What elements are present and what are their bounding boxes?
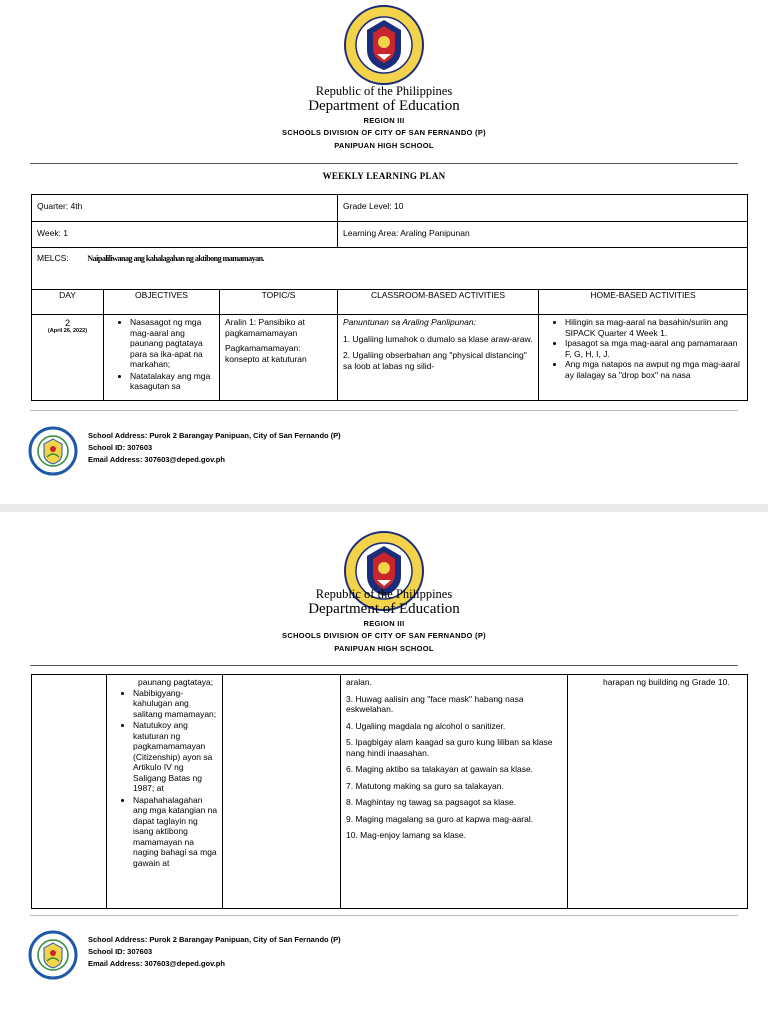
learning-area-cell: Learning Area: Araling Panipunan xyxy=(338,222,748,248)
classroom-item: 5. Ipagbigay alam kaagad sa guro kung liliban sa klase nang hindi inaasahan. xyxy=(346,737,553,758)
classroom-item: 1. Ugaliing lumahok o dumalo sa klase araw-araw. xyxy=(343,333,533,344)
school-footer xyxy=(28,930,728,990)
objective-continued: paunang pagtataya; xyxy=(138,677,214,687)
column-header-classroom: CLASSROOM-BASED ACTIVITIES xyxy=(338,290,539,315)
objective-item: • Nasasagot ng mga mag-aaral ang paunang pagtataya para sa ika-apat na markahan; xyxy=(130,317,215,370)
objective-item: • Natatalakay ang mga kasagutan sa xyxy=(130,371,215,392)
week-cell: Week: 1 xyxy=(32,222,338,248)
topic-title: Aralin 1: Pansibiko at pagkamamamayan xyxy=(225,317,305,338)
melcs-cell xyxy=(32,248,748,290)
day-number: 2 xyxy=(64,318,70,328)
column-header-day: DAY xyxy=(32,290,104,315)
school-email: Email Address: 307603@deped.gov.ph xyxy=(88,959,225,968)
school-address: School Address: Purok 2 Barangay Panipuan, City of San Fernando (P) xyxy=(88,431,341,440)
classroom-item: 9. Maging magalang sa guro at kapwa mag-aaral. xyxy=(346,813,534,824)
objectives-cell xyxy=(107,675,223,909)
home-item: • Ang mga natapos na awput ng mga mag-aaral ay ilalagay sa "drop box" na nasa xyxy=(565,359,743,380)
home-item: • Hilingin sa mag-aaral na basahin/suriin ang SIPACK Quarter 4 Week 1. xyxy=(565,317,743,338)
home-item: • Ipasagot sa mga mag-aaral ang pamamaraan F, G, H, I, J. xyxy=(565,338,743,359)
objectives-cell xyxy=(104,315,220,401)
objective-item: • Nabibigyang-kahulugan ang salitang mamamayan; xyxy=(133,688,218,720)
republic-heading: Republic of the Philippines xyxy=(315,587,453,601)
learning-plan-table xyxy=(31,194,748,401)
school-logo-icon xyxy=(28,930,78,980)
day-cell xyxy=(32,675,107,909)
school-id: School ID: 307603 xyxy=(88,443,153,452)
classroom-activities-cell xyxy=(338,315,539,401)
document-page-2 xyxy=(0,512,768,1024)
republic-heading: Republic of the Philippines xyxy=(315,84,453,98)
school-logo-icon xyxy=(28,426,78,476)
column-header-objectives: OBJECTIVES xyxy=(104,290,220,315)
topic-subtitle: Pagkamamamayan: konsepto at katuturan xyxy=(225,343,307,364)
classroom-item: 10. Mag-enjoy lamang sa klase. xyxy=(346,830,467,840)
classroom-item: 8. Maghintay ng tawag sa pagsagot sa klase. xyxy=(346,797,517,807)
region-label: REGION III xyxy=(363,116,405,125)
school-label: PANIPUAN HIGH SCHOOL xyxy=(334,141,434,150)
day-cell xyxy=(32,315,104,401)
classroom-activities-cell xyxy=(341,675,568,909)
grade-level-cell: Grade Level: 10 xyxy=(338,195,748,222)
school-label: PANIPUAN HIGH SCHOOL xyxy=(334,644,434,653)
home-activities-cell xyxy=(539,315,748,401)
topics-cell xyxy=(223,675,341,909)
classroom-continued: aralan. xyxy=(346,677,372,687)
quarter-cell: Quarter: 4th xyxy=(32,195,338,222)
school-footer xyxy=(28,426,728,486)
home-activities-cell xyxy=(568,675,748,909)
classroom-heading: Panuntunan sa Araling Panlipunan: xyxy=(343,317,476,327)
classroom-item: 3. Huwag aalisin ang "face mask" habang nasa eskwelahan. xyxy=(346,693,524,714)
objective-item: • Natutukoy ang katuturan ng pagkamamamayan (Citizenship) ayon sa Artikulo IV ng Saligang Batas ng 1987; at xyxy=(133,720,218,794)
school-address: School Address: Purok 2 Barangay Panipuan, City of San Fernando (P) xyxy=(88,935,341,944)
header-divider xyxy=(30,665,738,666)
melcs-text: Naipaliliwanag ang kahalagahan ng aktibong mamamayan. xyxy=(87,254,265,263)
learning-plan-table-continued xyxy=(31,674,748,909)
home-continued: harapan ng building ng Grade 10. xyxy=(603,677,730,687)
footer-divider xyxy=(30,915,738,916)
objective-item: • Napahahalagahan ang mga katangian na dapat taglayin ng isang aktibong mamamayan na naging bahagi sa mga gawain at xyxy=(133,795,218,869)
column-header-home: HOME-BASED ACTIVITIES xyxy=(539,290,748,315)
day-date: (April 26, 2022) xyxy=(47,328,88,334)
school-id: School ID: 307603 xyxy=(88,947,153,956)
classroom-item: 6. Maging aktibo sa talakayan at gawain sa klase. xyxy=(346,764,534,774)
address-block xyxy=(88,934,341,970)
address-block xyxy=(88,430,341,466)
footer-divider xyxy=(30,410,738,411)
department-heading: Department of Education xyxy=(308,98,460,114)
classroom-item: 4. Ugaliing magdala ng alcohol o sanitizer. xyxy=(346,720,506,731)
plan-title: WEEKLY LEARNING PLAN xyxy=(322,171,446,181)
column-header-topics: TOPIC/S xyxy=(220,290,338,315)
division-label: SCHOOLS DIVISION OF CITY OF SAN FERNANDO (P) xyxy=(282,631,486,640)
school-email: Email Address: 307603@deped.gov.ph xyxy=(88,455,225,464)
classroom-item: 2. Ugaliing obserbahan ang "physical distancing" sa loob at labas ng silid- xyxy=(343,350,527,371)
header-divider xyxy=(30,163,738,164)
division-label: SCHOOLS DIVISION OF CITY OF SAN FERNANDO (P) xyxy=(282,128,486,137)
topics-cell xyxy=(220,315,338,401)
document-page-1 xyxy=(0,0,768,504)
region-label: REGION III xyxy=(363,619,405,628)
classroom-item: 7. Matutong making sa guro sa talakayan. xyxy=(346,780,504,791)
deped-seal-icon xyxy=(343,4,425,86)
melcs-label: MELCS: xyxy=(37,253,69,263)
department-heading: Department of Education xyxy=(308,601,460,617)
